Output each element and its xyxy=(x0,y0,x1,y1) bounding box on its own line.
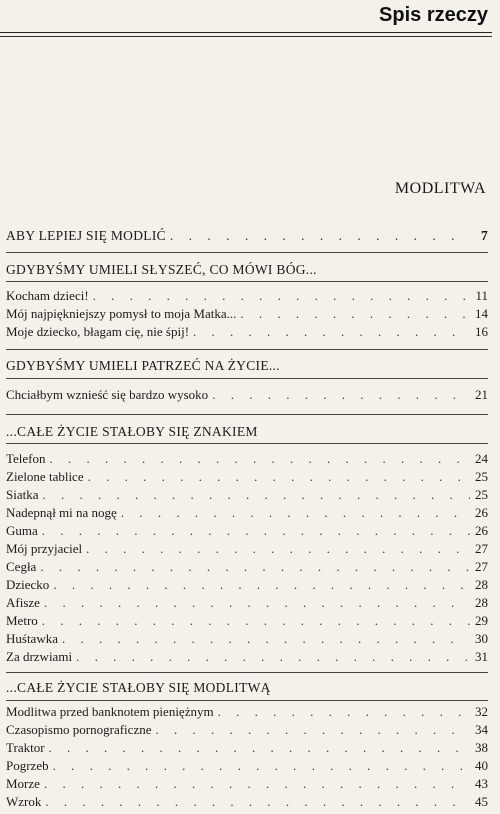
toc-entry-label: Wzrok xyxy=(6,794,42,809)
toc-entry-label: Nadepnął mi na nogę xyxy=(6,505,117,520)
toc-entry-page: 25 xyxy=(475,487,488,502)
toc-entry-page: 16 xyxy=(475,324,488,339)
section-rule xyxy=(6,672,488,673)
leader-dots xyxy=(212,387,470,403)
toc-entry-label: Siatka xyxy=(6,487,39,502)
leader-dots xyxy=(43,487,471,503)
toc-entry-page: 29 xyxy=(475,613,488,628)
toc-entry-page: 7 xyxy=(480,228,488,243)
toc-entry-label: Mój najpiękniejszy pomysł to moja Matka... xyxy=(6,306,237,321)
toc-entry-label: Cegła xyxy=(6,559,37,574)
toc-entry-page: 27 xyxy=(475,541,488,556)
leader-dots xyxy=(240,306,470,322)
title-rule xyxy=(0,32,492,33)
toc-entry-page: 43 xyxy=(475,776,488,791)
toc-entry[interactable] xyxy=(6,523,488,541)
toc-entry[interactable] xyxy=(6,487,488,505)
toc-entry-page: 25 xyxy=(475,469,488,484)
section-rule xyxy=(6,281,488,282)
toc-entry[interactable] xyxy=(6,577,488,595)
page-title: Spis rzeczy xyxy=(379,4,488,26)
toc-entry-page: 30 xyxy=(475,631,488,646)
toc-entry-page: 27 xyxy=(475,559,488,574)
leader-dots xyxy=(121,505,470,521)
toc-entry-label: Morze xyxy=(6,776,40,791)
toc-entry-label: Pogrzeb xyxy=(6,758,49,773)
toc-entry-label: Zielone tablice xyxy=(6,469,84,484)
toc-entry[interactable] xyxy=(6,776,488,794)
toc-entry[interactable] xyxy=(6,794,488,812)
toc-entry-label: Telefon xyxy=(6,451,46,466)
toc-entry[interactable] xyxy=(6,387,488,405)
toc-entry[interactable] xyxy=(6,559,488,577)
toc-entry-label: Mój przyjaciel xyxy=(6,541,83,556)
leader-dots xyxy=(53,758,470,774)
toc-entry-label: Guma xyxy=(6,523,38,538)
leader-dots xyxy=(93,288,470,304)
leader-dots xyxy=(155,722,470,738)
toc-entry-label: Moje dziecko, błagam cię, nie śpij! xyxy=(6,324,190,339)
part-heading: MODLITWA xyxy=(394,180,486,197)
toc-entry-label: Metro xyxy=(6,613,38,628)
section-rule xyxy=(6,349,488,350)
toc-entry-page: 26 xyxy=(475,505,488,520)
section-heading: GDYBYŚMY UMIELI PATRZEĆ NA ŻYCIE... xyxy=(6,358,280,373)
toc-entry-page: 24 xyxy=(475,451,488,466)
section-rule xyxy=(6,414,488,415)
toc-entry[interactable] xyxy=(6,451,488,469)
toc-entry[interactable] xyxy=(6,288,488,306)
toc-entry-page: 28 xyxy=(475,595,488,610)
leader-dots xyxy=(42,523,470,539)
toc-entry-label: Czasopismo pornograficzne xyxy=(6,722,152,737)
leader-dots xyxy=(40,559,470,575)
toc-entry-label: ABY LEPIEJ SIĘ MODLIĆ xyxy=(6,228,166,243)
leader-dots xyxy=(50,451,470,467)
toc-entry[interactable] xyxy=(6,758,488,776)
leader-dots xyxy=(88,469,470,485)
toc-entry[interactable] xyxy=(6,469,488,487)
toc-entry-page: 32 xyxy=(475,704,488,719)
title-rule-double xyxy=(0,36,492,37)
toc-entry-page: 45 xyxy=(475,794,488,809)
toc-entry-label: Afisze xyxy=(6,595,40,610)
toc-entry[interactable] xyxy=(6,541,488,559)
leader-dots xyxy=(76,649,470,665)
section-heading: ...CAŁE ŻYCIE STAŁOBY SIĘ MODLITWĄ xyxy=(6,680,271,695)
toc-entry[interactable] xyxy=(6,631,488,649)
toc-entry[interactable] xyxy=(6,595,488,613)
toc-entry[interactable] xyxy=(6,740,488,758)
toc-entry-label: Dziecko xyxy=(6,577,50,592)
section-rule xyxy=(6,378,488,379)
toc-entry-aby[interactable] xyxy=(6,228,488,246)
section-heading: GDYBYŚMY UMIELI SŁYSZEĆ, CO MÓWI BÓG... xyxy=(6,262,317,277)
toc-entry-page: 14 xyxy=(475,306,488,321)
toc-entry[interactable] xyxy=(6,324,488,342)
toc-entry-page: 21 xyxy=(475,387,488,402)
leader-dots xyxy=(193,324,470,340)
leader-dots xyxy=(86,541,470,557)
toc-entry[interactable] xyxy=(6,306,488,324)
leader-dots xyxy=(170,228,470,244)
section-rule xyxy=(6,700,488,701)
toc-entry[interactable] xyxy=(6,649,488,667)
section-rule xyxy=(6,252,488,253)
toc-entry-label: Traktor xyxy=(6,740,45,755)
toc-entry-label: Kocham dzieci! xyxy=(6,288,89,303)
leader-dots xyxy=(62,631,470,647)
toc-entry[interactable] xyxy=(6,505,488,523)
toc-entry-label: Huśtawka xyxy=(6,631,58,646)
toc-entry-label: Za drzwiami xyxy=(6,649,73,664)
leader-dots xyxy=(44,595,470,611)
leader-dots xyxy=(49,740,470,756)
leader-dots xyxy=(44,776,470,792)
toc-entry[interactable] xyxy=(6,613,488,631)
toc-entry-page: 31 xyxy=(475,649,488,664)
toc-entry[interactable] xyxy=(6,704,488,722)
toc-entry-label: Modlitwa przed banknotem pieniężnym xyxy=(6,704,214,719)
toc-entry-page: 28 xyxy=(475,577,488,592)
leader-dots xyxy=(53,577,470,593)
toc-entry-label: Chciałbym wznieść się bardzo wysoko xyxy=(6,387,209,402)
toc-entry-page: 34 xyxy=(475,722,488,737)
toc-entry-page: 40 xyxy=(475,758,488,773)
toc-entry-page: 11 xyxy=(475,288,488,303)
toc-entry-page: 38 xyxy=(475,740,488,755)
section-rule xyxy=(6,443,488,444)
leader-dots xyxy=(42,613,470,629)
section-heading: ...CAŁE ŻYCIE STAŁOBY SIĘ ZNAKIEM xyxy=(6,424,258,439)
leader-dots xyxy=(45,794,470,810)
leader-dots xyxy=(218,704,470,720)
toc-entry[interactable] xyxy=(6,722,488,740)
toc-entry-page: 26 xyxy=(475,523,488,538)
